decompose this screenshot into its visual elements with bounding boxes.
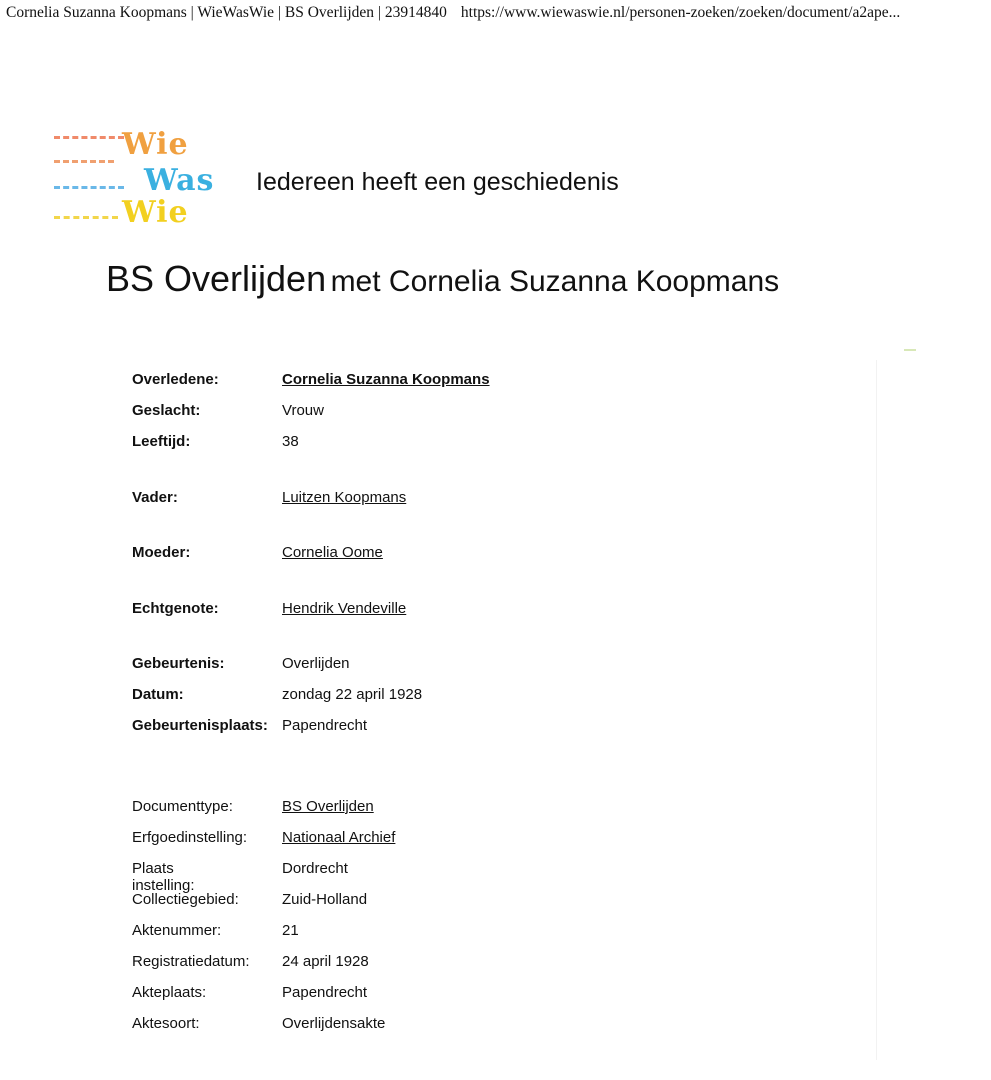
tagline: Iedereen heeft een geschiedenis <box>256 168 619 196</box>
wiewaswie-logo <box>52 126 222 230</box>
aktesoort-label: Aktesoort: <box>132 1015 200 1032</box>
print-header-url: https://www.wiewaswie.nl/personen-zoeken/zoeken/document/a2ape... <box>460 4 901 21</box>
print-header <box>6 4 986 22</box>
akteplaats-value: Papendrecht <box>282 984 368 1001</box>
leeftijd-label: Leeftijd: <box>132 433 191 450</box>
gebeurtenisplaats-value: Papendrecht <box>282 717 368 734</box>
logo-word-was: Was <box>144 163 215 198</box>
documenttype-label: Documenttype: <box>132 798 233 815</box>
datum-value: zondag 22 april 1928 <box>282 686 423 703</box>
moeder-link[interactable]: Cornelia Oome <box>282 544 383 561</box>
datum-label: Datum: <box>132 686 184 703</box>
aktenummer-value: 21 <box>282 922 299 939</box>
scan-mark <box>904 349 916 351</box>
page-title <box>106 258 779 300</box>
page-title-main: BS Overlijden <box>106 258 327 299</box>
overledene-link[interactable]: Cornelia Suzanna Koopmans <box>282 371 490 388</box>
logo-word-wie: Wie <box>122 127 189 162</box>
moeder-label: Moeder: <box>132 544 191 561</box>
logo-dash-blue <box>54 186 124 192</box>
erfgoedinstelling-link[interactable]: Nationaal Archief <box>282 829 396 846</box>
vader-label: Vader: <box>132 489 178 506</box>
documenttype-link[interactable]: BS Overlijden <box>282 798 374 815</box>
erfgoedinstelling-label: Erfgoedinstelling: <box>132 829 248 846</box>
logo-dash-orange <box>54 136 124 142</box>
registratiedatum-value: 24 april 1928 <box>282 953 369 970</box>
gebeurtenis-label: Gebeurtenis: <box>132 655 225 672</box>
overledene-label: Overledene: <box>132 371 219 388</box>
aktenummer-label: Aktenummer: <box>132 922 222 939</box>
leeftijd-value: 38 <box>282 433 299 450</box>
geslacht-label: Geslacht: <box>132 402 201 419</box>
aktesoort-value: Overlijdensakte <box>282 1015 386 1032</box>
collectiegebied-value: Zuid-Holland <box>282 891 368 908</box>
page-title-rest: met Cornelia Suzanna Koopmans <box>330 265 780 298</box>
plaats-instelling-label: Plaats instelling: <box>132 860 195 894</box>
collectiegebied-label: Collectiegebied: <box>132 891 239 908</box>
registratiedatum-label: Registratiedatum: <box>132 953 250 970</box>
vader-link[interactable]: Luitzen Koopmans <box>282 489 407 506</box>
echtgenote-label: Echtgenote: <box>132 600 219 617</box>
print-header-title: Cornelia Suzanna Koopmans | WieWasWie | BS Overlijden | 23914840 <box>6 4 447 21</box>
logo-dash-orange-2 <box>54 160 114 166</box>
echtgenote-link[interactable]: Hendrik Vendeville <box>282 600 407 617</box>
plaats-instelling-value: Dordrecht <box>282 860 348 877</box>
logo-word-wie-2: Wie <box>122 195 189 230</box>
akteplaats-label: Akteplaats: <box>132 984 207 1001</box>
logo-dash-yellow <box>54 216 118 222</box>
gebeurtenis-value: Overlijden <box>282 655 350 672</box>
divider-line <box>876 360 877 1060</box>
gebeurtenisplaats-label: Gebeurtenisplaats: <box>132 717 268 734</box>
geslacht-value: Vrouw <box>282 402 324 419</box>
